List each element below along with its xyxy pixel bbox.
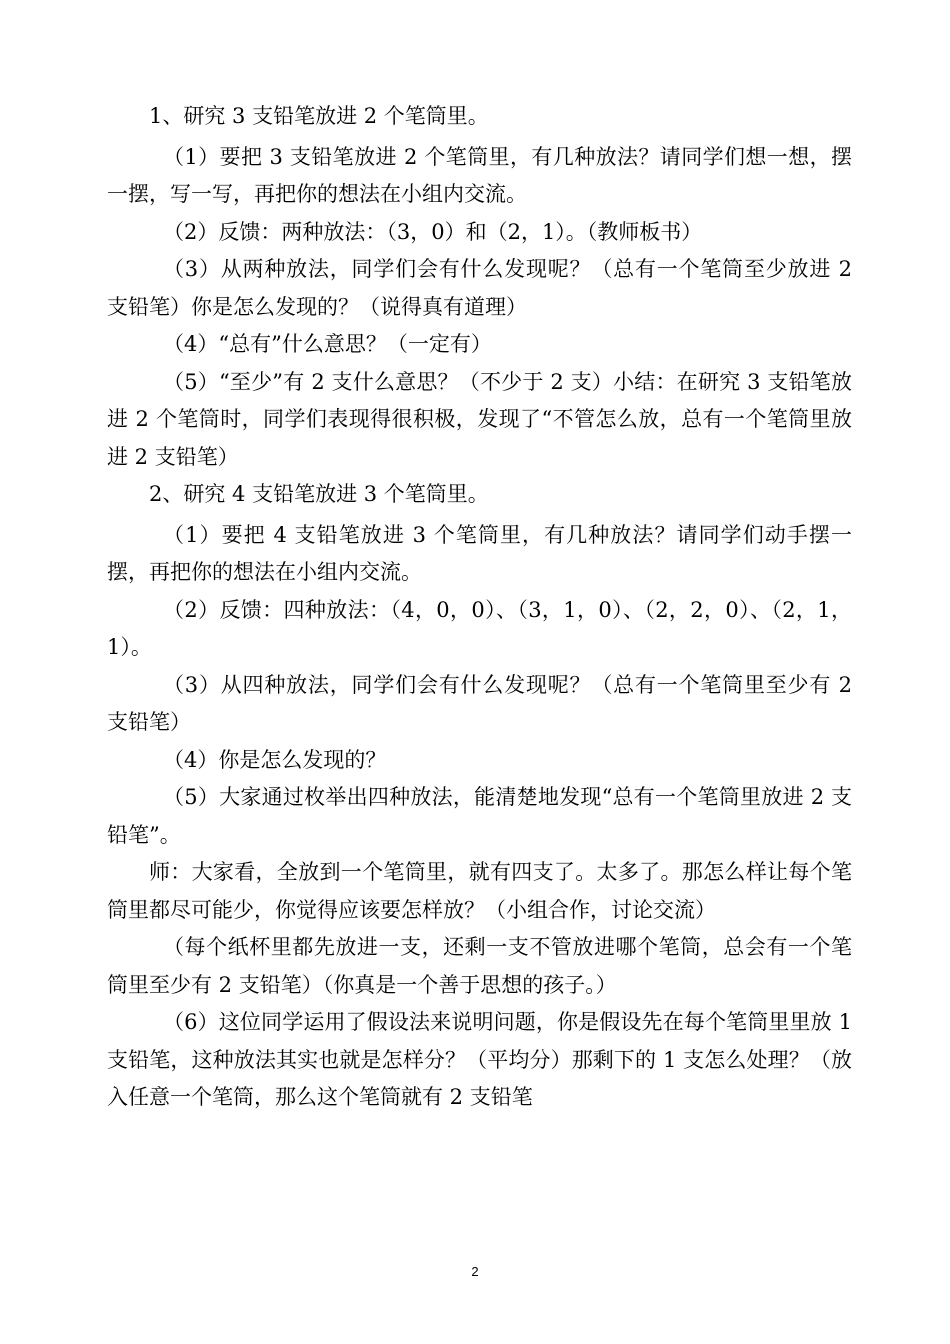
paragraph: （1）要把 4 支铅笔放进 3 个笔筒里，有几种放法？请同学们动手摆一摆，再把你的想法在小组内交流。 bbox=[107, 522, 852, 584]
paragraph: （2）反馈：四种放法：（4，0，0）、（3，1，0）、（2，2，0）、（2，1，1）。 bbox=[107, 597, 852, 659]
paragraph: （5）“至少”有 2 支什么意思？（不少于 2 支）小结：在研究 3 支铅笔放进 2 个笔筒时，同学们表现得很积极，发现了“不管怎么放，总有一个笔筒里放进 2 支铅笔） bbox=[107, 369, 852, 469]
paragraph: （4）“总有”什么意思？（一定有） bbox=[163, 332, 492, 356]
paragraph: （6）这位同学运用了假设法来说明问题，你是假设先在每个笔筒里里放 1 支铅笔，这种放法其实也就是怎样分？（平均分）那剩下的 1 支怎么处理？（放入任意一个笔筒，那么这个笔筒就有 2 支铅笔 bbox=[107, 1010, 852, 1109]
paragraph: （5）大家通过枚举出四种放法，能清楚地发现“总有一个笔筒里放进 2 支铅笔”。 bbox=[107, 785, 852, 847]
paragraph: （3）从四种放法，同学们会有什么发现呢？（总有一个笔筒里至少有 2 支铅笔） bbox=[107, 672, 852, 734]
page-number: 2 bbox=[471, 1264, 479, 1279]
paragraph: （2）反馈：两种放法：（3，0）和（2，1）。（教师板书） bbox=[163, 219, 703, 244]
paragraph: （每个纸杯里都先放进一支，还剩一支不管放进哪个笔筒，总会有一个笔筒里至少有 2 支铅笔）（你真是一个善于思想的孩子。） bbox=[107, 935, 852, 997]
paragraph: （3）从两种放法，同学们会有什么发现呢？（总有一个笔筒至少放进 2 支铅笔）你是怎么发现的？（说得真有道理） bbox=[107, 257, 852, 319]
paragraph: （1）要把 3 支铅笔放进 2 个笔筒里，有几种放法？请同学们想一想，摆一摆，写一写，再把你的想法在小组内交流。 bbox=[107, 144, 852, 206]
document-body bbox=[107, 98, 852, 1117]
section-heading-2: 2、研究 4 支铅笔放进 3 个笔筒里。 bbox=[149, 482, 489, 506]
paragraph: 师：大家看，全放到一个笔筒里，就有四支了。太多了。那怎么样让每个笔筒里都尽可能少，你觉得应该要怎样放？（小组合作，讨论交流） bbox=[107, 860, 852, 922]
paragraph: （4）你是怎么发现的？ bbox=[163, 747, 387, 772]
section-heading-1: 1、研究 3 支铅笔放进 2 个笔筒里。 bbox=[149, 104, 489, 128]
